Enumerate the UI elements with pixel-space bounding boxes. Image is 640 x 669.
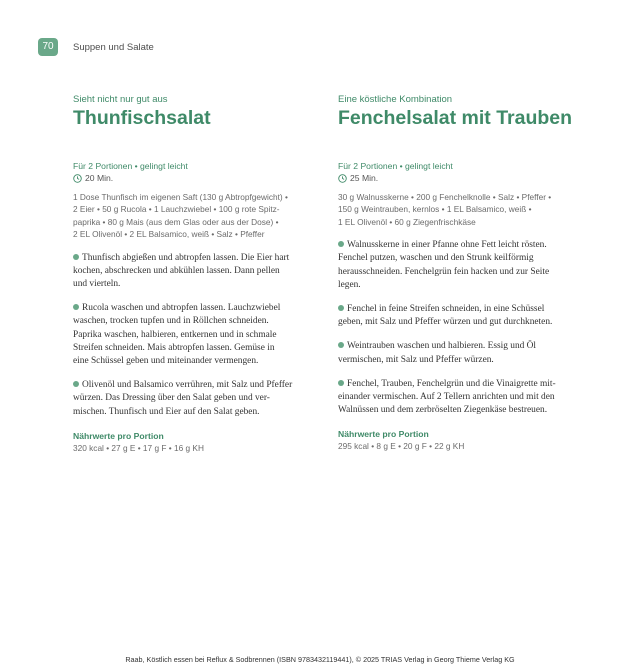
- step-line: kochen, abschrecken und abkühlen lassen. Dann pellen: [73, 265, 280, 276]
- nutrition-heading: Nährwerte pro Portion: [338, 429, 429, 440]
- bullet-dot: [73, 304, 79, 310]
- instruction-step: [338, 378, 580, 418]
- ingredient-line: paprika • 80 g Mais (aus dem Glas oder aus der Dose) •: [73, 216, 279, 227]
- step-line: waschen, trocken tupfen und in Röllchen schneiden.: [73, 316, 269, 327]
- instruction-step: [338, 340, 580, 366]
- bullet-dot: [338, 241, 344, 247]
- step-line: Streifen schneiden. Mais abtropfen lassen. Gemüse in: [73, 342, 275, 353]
- step-line: geben, mit Salz und Pfeffer würzen und gut durchkneten.: [338, 317, 553, 328]
- ingredient-list: [338, 191, 580, 228]
- recipe-time: [73, 172, 315, 184]
- recipe-time: [338, 172, 580, 184]
- step-line: Thunfisch abgießen und abtropfen lassen. Die Eier hart: [82, 252, 290, 263]
- ingredient-list: [73, 191, 315, 241]
- step-line: Paprika waschen, halbieren, entkernen und in schmale: [73, 329, 277, 340]
- step-line: einander vermischen. Auf 2 Tellern anrichten und mit den: [338, 392, 555, 403]
- bullet-dot: [338, 380, 344, 386]
- nutrition-values: 295 kcal • 8 g E • 20 g F • 22 g KH: [338, 441, 465, 452]
- recipe-fenchelsalat: [338, 94, 580, 451]
- recipe-kicker: Sieht nicht nur gut aus: [73, 94, 168, 105]
- step-line: mischen. Thunfisch und Eier auf den Salat geben.: [73, 406, 260, 417]
- ingredient-line: 1 Dose Thunfisch im eigenen Saft (130 g Abtropfgewicht) •: [73, 192, 288, 202]
- clock-icon: [73, 174, 82, 183]
- copyright-footer: Raab, Köstlich essen bei Reflux & Sodbrennen (ISBN 9783432119441), © 2025 TRIAS Verlag in Georg Thieme Verlag KG: [125, 655, 515, 664]
- bullet-dot: [73, 381, 79, 387]
- step-line: Walnüssen und dem zerbröselten Ziegenkäse bestreuen.: [338, 405, 548, 416]
- recipe-time-text: 20 Min.: [85, 173, 114, 183]
- step-line: Fenchel putzen, waschen und den Strunk keilförmig: [338, 253, 534, 264]
- instruction-step: [338, 303, 580, 329]
- recipe-meta: Für 2 Portionen • gelingt leicht: [338, 161, 453, 171]
- step-line: eine Schüssel geben und miteinander vermengen.: [73, 356, 259, 367]
- step-line: und vierteln.: [73, 279, 121, 290]
- step-line: Fenchel in feine Streifen schneiden, in eine Schüssel: [347, 304, 545, 315]
- instruction-step: [73, 252, 315, 292]
- bullet-dot: [338, 305, 344, 311]
- step-line: Walnusskerne in einer Pfanne ohne Fett leicht rösten.: [347, 240, 547, 251]
- page-number-badge: 70: [38, 38, 58, 56]
- ingredient-line: 2 EL Olivenöl • 2 EL Balsamico, weiß • Salz • Pfeffer: [73, 229, 265, 240]
- step-line: Fenchel, Trauben, Fenchelgrün und die Vinaigrette mit-: [347, 378, 556, 389]
- step-line: herausschneiden. Fenchelgrün fein hacken und zur Seite: [338, 266, 550, 277]
- ingredient-line: 1 EL Olivenöl • 60 g Ziegenfrischkäse: [338, 216, 476, 227]
- step-line: Rucola waschen und abtropfen lassen. Lauchzwiebel: [82, 303, 281, 314]
- step-line: Weintrauben waschen und halbieren. Essig und Öl: [347, 341, 537, 352]
- recipe-time-text: 25 Min.: [350, 173, 379, 183]
- section-title: Suppen und Salate: [73, 42, 154, 53]
- recipe-thunfischsalat: [73, 94, 315, 453]
- step-line: vermischen, mit Salz und Pfeffer würzen.: [338, 354, 494, 365]
- ingredient-line: 30 g Walnusskerne • 200 g Fenchelknolle • Salz • Pfeffer •: [338, 192, 552, 202]
- bullet-dot: [338, 342, 344, 348]
- recipe-title: Fenchelsalat mit Trauben: [338, 107, 573, 129]
- step-line: legen.: [338, 279, 361, 290]
- clock-icon: [338, 174, 347, 183]
- ingredient-line: 2 Eier • 50 g Rucola • 1 Lauchzwiebel • 100 g rote Spitz-: [73, 204, 280, 215]
- recipe-kicker: Eine köstliche Kombination: [338, 94, 453, 105]
- nutrition-heading: Nährwerte pro Portion: [73, 430, 164, 441]
- instruction-step: [73, 379, 315, 419]
- instruction-step: [338, 239, 580, 292]
- nutrition-values: 320 kcal • 27 g E • 17 g F • 16 g KH: [73, 442, 204, 453]
- ingredient-line: 150 g Weintrauben, kernlos • 1 EL Balsamico, weiß •: [338, 204, 532, 215]
- recipe-meta: Für 2 Portionen • gelingt leicht: [73, 161, 188, 171]
- step-line: Olivenöl und Balsamico verrühren, mit Salz und Pfeffer: [82, 380, 293, 391]
- instruction-step: [73, 302, 315, 368]
- bullet-dot: [73, 254, 79, 260]
- step-line: würzen. Das Dressing über den Salat geben und ver-: [73, 393, 270, 404]
- recipe-title: Thunfischsalat: [73, 107, 211, 129]
